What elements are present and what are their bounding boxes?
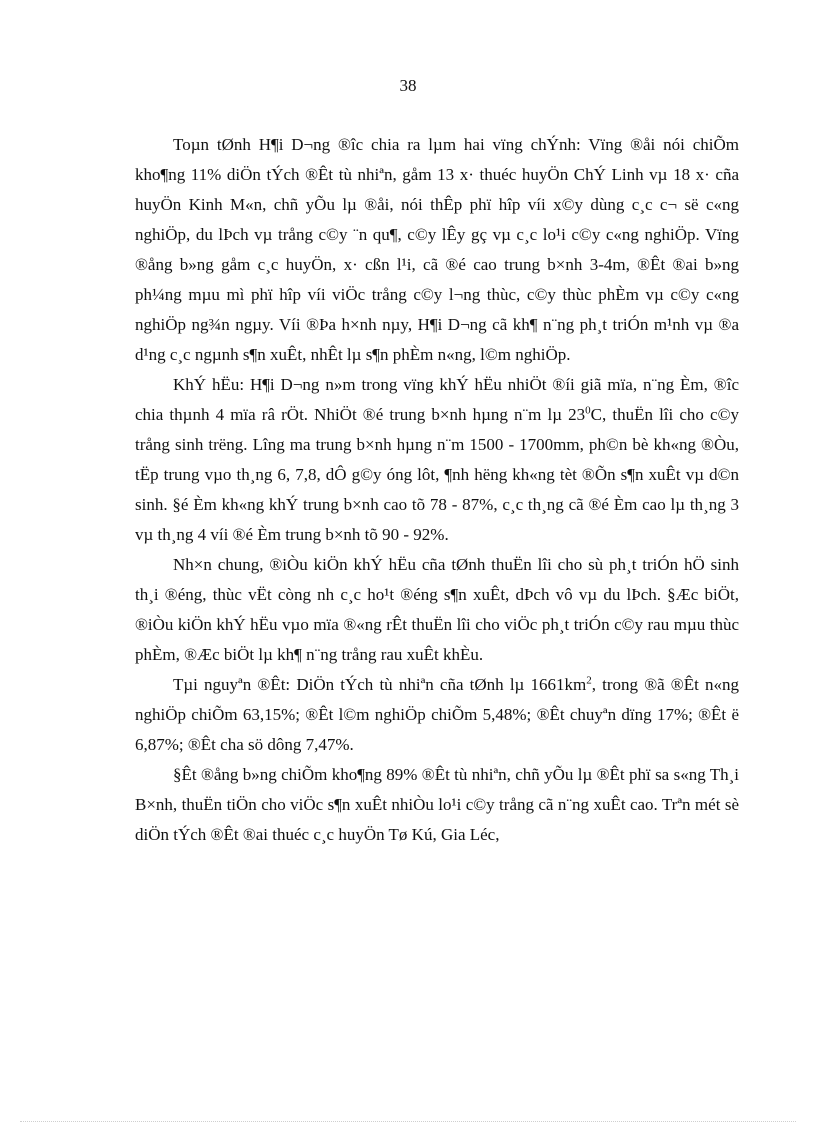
paragraph-tail: C, thuËn lîi cho c©y trång sinh trëng. Lîng ma trung b×nh hµng n¨m 1500 - 1700mm, ph©n bè kh«ng ®Òu, tËp trung vµo th¸ng 6, 7,8, dÔ g©y óng lôt, ¶nh hëng kh«ng tèt ®Õn s¶n xuÊt vµ d©n sinh. §é Èm kh«ng khÝ trung b×nh cao tõ 78 - 87%, c¸c th¸ng cã ®é Èm cao lµ th¸ng 3 vµ th¸ng 4 víi ®é Èm trung b×nh tõ 90 - 92%.: [135, 405, 739, 544]
paragraph-text: §Êt ®ång b»ng chiÕm kho¶ng 89% ®Êt tù nhiªn, chñ yÕu lµ ®Êt phï sa s«ng Th¸i B×nh, thuËn tiÖn cho viÖc s¶n xuÊt nhiÒu lo¹i c©y trång cã n¨ng xuÊt cao. Trªn mét sè diÖn tÝch ®Êt ®ai thuéc c¸c huyÖn Tø Kú, Gia Léc,: [135, 765, 739, 844]
paragraph-text: KhÝ hËu: H¶i D¬ng n»m trong vïng khÝ hËu nhiÖt ®íi giã mïa, n¨ng Èm, ®îc chia thµnh 4 mïa râ rÖt. NhiÖt ®é trung b×nh hµng n¨m lµ 23: [135, 375, 739, 424]
paragraph-plain-land: [135, 760, 739, 850]
page-number: 38: [399, 76, 417, 95]
paragraph-text: Tµi nguyªn ®Êt: DiÖn tÝch tù nhiªn cña tØnh lµ 1661km: [173, 675, 587, 694]
paragraph-land-resources: [135, 670, 739, 760]
paragraph-climate: [135, 370, 739, 550]
paragraph-terrain: [135, 130, 739, 370]
area-superscript: 2: [586, 674, 592, 687]
degree-superscript: 0: [585, 404, 591, 417]
paragraph-text: Toµn tØnh H¶i D¬ng ®îc chia ra lµm hai vïng chÝnh: Vïng ®åi nói chiÕm kho¶ng 11% diÖn tÝch ®Êt tù nhiªn, gåm 13 x· thuéc huyÖn ChÝ Linh vµ 18 x· cña huyÖn Kinh M«n, chñ yÕu lµ ®åi, nói thÊp phï hîp víi x©y dùng c¸c c¬ së c«ng nghiÖp, du lÞch vµ trång c©y ¨n qu¶, c©y lÊy gç vµ c¸c lo¹i c©y c«ng nghiÖp. Vïng ®ång b»ng gåm c¸c huyÖn, x· cßn l¹i, cã ®é cao trung b×nh 3-4m, ®Êt ®ai b»ng ph¼ng mµu mì phï hîp víi viÖc trång c©y l¬ng thùc, c©y thùc phÈm vµ c©y c«ng nghiÖp ng¾n ngµy. Víi ®Þa h×nh nµy, H¶i D¬ng cã kh¶ n¨ng ph¸t triÓn m¹nh vµ ®a d¹ng c¸c ngµnh s¶n xuÊt, nhÊt lµ s¶n phÈm n«ng, l©m nghiÖp.: [135, 135, 739, 364]
paragraph-text: Nh×n chung, ®iÒu kiÖn khÝ hËu cña tØnh thuËn lîi cho sù ph¸t triÓn hÖ sinh th¸i ®éng, thùc vËt còng nh c¸c ho¹t ®éng s¶n xuÊt, dÞch vô vµ du lÞch. §Æc biÖt, ®iÒu kiÖn khÝ hËu vµo mïa ®«ng rÊt thuËn lîi cho viÖc ph¸t triÓn c©y rau mµu thùc phÈm, ®Æc biÖt lµ kh¶ n¨ng trång rau xuÊt khÈu.: [135, 555, 739, 664]
page-bottom-rule: [20, 1121, 796, 1122]
body-text: [135, 130, 739, 850]
paragraph-tail: , trong ®ã ®Êt n«ng nghiÖp chiÕm 63,15%; ®Êt l©m nghiÖp chiÕm 5,48%; ®Êt chuyªn dïng 17%; ®Êt ë 6,87%; ®Êt cha sö dông 7,47%.: [135, 675, 739, 754]
paragraph-climate-summary: [135, 550, 739, 670]
